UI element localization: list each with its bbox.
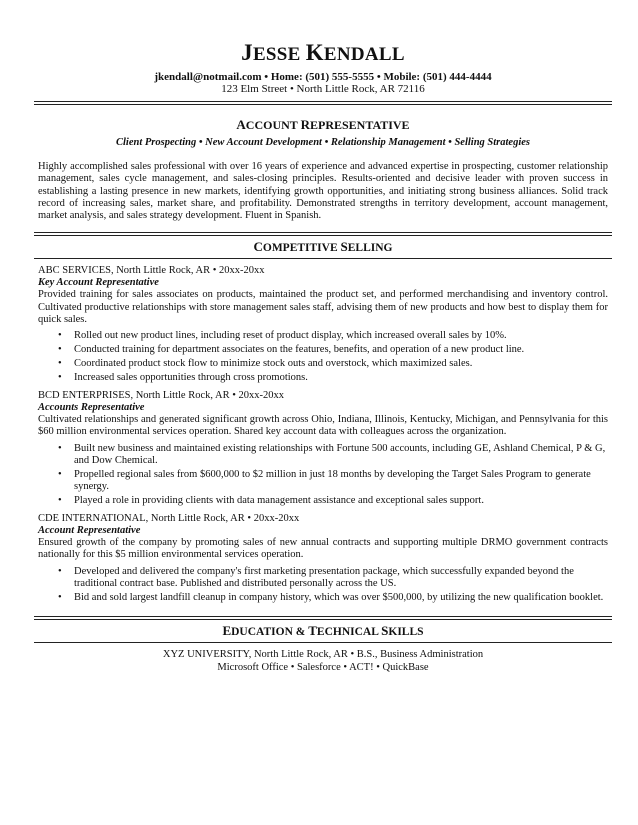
specialties-line: Client Prospecting • New Account Development • Relationship Management • Selling Strategies (115, 137, 531, 148)
bullet-icon: • (58, 330, 62, 342)
role-title: Accounts Representative (38, 402, 145, 414)
employer-line: BCD ENTERPRISES, North Little Rock, AR • 20xx-20xx (38, 390, 285, 402)
bullet-icon: • (58, 494, 62, 506)
job-entry (38, 513, 608, 604)
bullet-icon: • (58, 442, 62, 454)
job-title-heading: ACCOUNT REPRESENTATIVE (236, 117, 410, 132)
job-description: Ensured growth of the company by promoting sales of new annual contracts and supporting multiple DRMO government contracts nationally for this $5 million environmental services operation. (38, 537, 608, 561)
employer-line: CDE INTERNATIONAL, North Little Rock, AR • 20xx-20xx (38, 513, 300, 525)
list-item: • Played a role in providing clients with data management assistance and exceptional sales support. (58, 494, 484, 506)
job-entry (38, 265, 608, 384)
section-heading-education: EDUCATION & TECHNICAL SKILLS (222, 623, 424, 639)
employer-line: ABC SERVICES, North Little Rock, AR • 20xx-20xx (38, 265, 265, 277)
achievement-list (38, 330, 608, 384)
bullet-icon: • (58, 344, 62, 356)
divider (34, 258, 612, 259)
list-item: • Built new business and maintained existing relationships with Fortune 500 accounts, including GE, Ashland Chemical, P & G, and Dow Chemical. (58, 442, 606, 466)
divider (34, 101, 612, 105)
list-item: • Propelled regional sales from $600,000 to $2 million in just 18 months by developing the Target Sales Program to generate synergy. (58, 468, 591, 493)
bullet-icon: • (58, 565, 62, 577)
list-item: • Developed and delivered the company's first marketing presentation package, which successfully expanded beyond the traditional contract base. Published and distributed personally across the US. (58, 565, 574, 590)
achievement-list (38, 443, 608, 507)
role-title: Account Representative (38, 525, 141, 537)
bullet-icon: • (58, 468, 62, 480)
bullet-icon: • (58, 591, 62, 603)
list-item: • Rolled out new product lines, including reset of product display, which increased overall sales by 10%. (58, 330, 507, 342)
list-item: • Bid and sold largest landfill cleanup in company history, which was over $500,000, by utilizing the new qualification booklet. (58, 591, 604, 603)
education-degree: XYZ UNIVERSITY, North Little Rock, AR • B.S., Business Administration (162, 649, 484, 661)
list-item: • Conducted training for department associates on the features, benefits, and operation of a new product line. (58, 344, 525, 356)
candidate-name: JESSE KENDALL (241, 40, 405, 65)
job-entry (38, 390, 608, 507)
technical-skills: Microsoft Office • Salesforce • ACT! • QuickBase (217, 661, 429, 673)
job-description: Cultivated relationships and generated significant growth across Ohio, Indiana, Illinois, Kentucky, Michigan, and Pennsylvania for this $60 million environmental services operation. Shared key account data with colleagues across the organization. (38, 414, 608, 438)
address-line: 123 Elm Street • North Little Rock, AR 72116 (221, 83, 425, 95)
list-item: • Coordinated product stock flow to minimize stock outs and overstock, which maximized sales. (58, 357, 473, 369)
achievement-list (38, 566, 608, 604)
bullet-icon: • (58, 357, 62, 369)
summary-paragraph: Highly accomplished sales professional with over 16 years of experience and advanced expertise in prospecting, customer relationship management, sales cycle management, and sales-closing principles. Results-oriented and decisive leader with proven success in establishing a lasting presence in new markets, identifying growth opportunities, and initiating strong business alliances. Solid track record of increasing sales, market share, and profitability. Demonstrated strengths in territory development, account management, market analysis, and sales strategy development. Fluent in Spanish. (38, 161, 608, 222)
contact-line: jkendall@notmail.com • Home: (501) 555-5555 • Mobile: (501) 444-4444 (154, 71, 492, 83)
job-description: Provided training for sales associates on products, maintained the product set, and performed merchandising and inventory control. Cultivated productive relationships with store management sales staff, advising them of new products and how best to display them for quick sales. (38, 289, 608, 326)
section-heading-experience: COMPETITIVE SELLING (253, 239, 393, 255)
list-item: • Increased sales opportunities through cross promotions. (58, 371, 308, 383)
bullet-icon: • (58, 371, 62, 383)
education-block (38, 649, 608, 674)
divider (34, 642, 612, 643)
role-title: Key Account Representative (38, 277, 159, 289)
